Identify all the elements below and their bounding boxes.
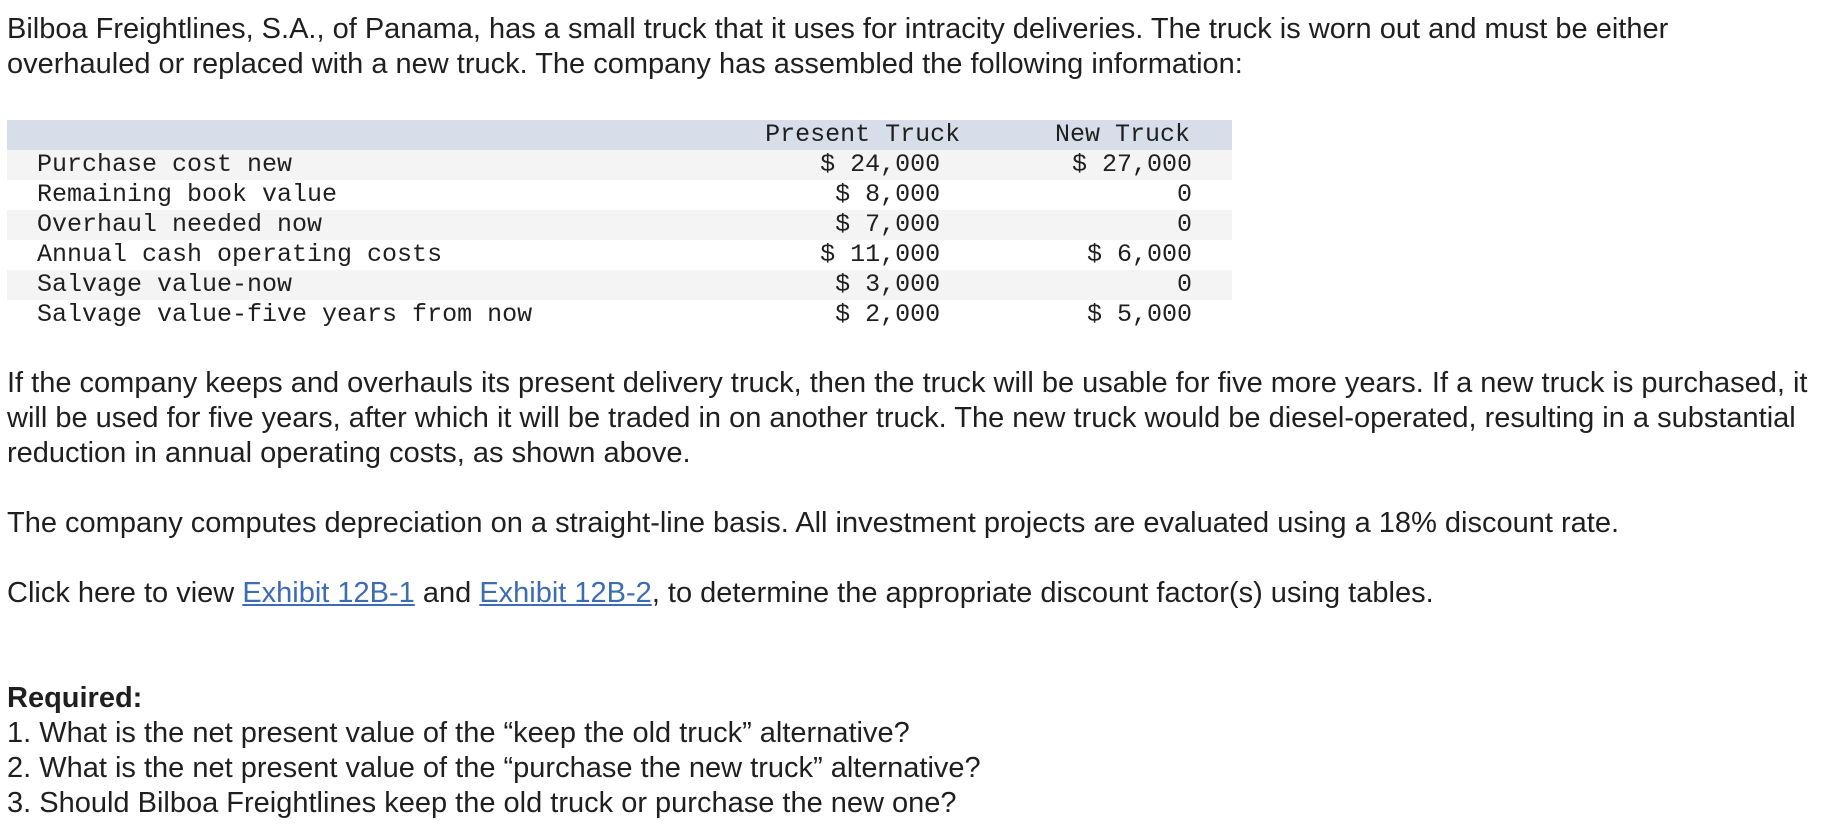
present-truck-value: $ 7,000 <box>733 210 974 240</box>
new-truck-value: $ 27,000 <box>974 150 1232 180</box>
new-truck-value: $ 5,000 <box>974 300 1232 330</box>
usage-paragraph: If the company keeps and overhauls its present delivery truck, then the truck will be usable for five more years. If a new truck is purchased, it will be used for five years, after which it will be traded in on another truck. The new truck would be diesel-operated, resulting in a substantial reduction in annual operating costs, as shown above. <box>7 367 1808 469</box>
question-item: 3. Should Bilboa Freightlines keep the old truck or purchase the new one? <box>7 787 957 819</box>
header-present-truck: Present Truck <box>733 120 974 150</box>
present-truck-value: $ 24,000 <box>733 150 974 180</box>
table-row <box>7 150 1232 180</box>
exhibit-paragraph <box>7 576 1815 611</box>
table-header-row <box>7 120 1232 150</box>
required-heading: Required: <box>7 682 143 714</box>
row-label: Purchase cost new <box>7 150 733 180</box>
row-label: Salvage value-five years from now <box>7 300 733 330</box>
required-section <box>7 681 1815 821</box>
exhibit-12b-1-link[interactable]: Exhibit 12B-1 <box>242 577 415 609</box>
table-row <box>7 240 1232 270</box>
new-truck-value: 0 <box>974 180 1232 210</box>
new-truck-value: $ 6,000 <box>974 240 1232 270</box>
row-label: Overhaul needed now <box>7 210 733 240</box>
exhibit-12b-2-link[interactable]: Exhibit 12B-2 <box>479 577 652 609</box>
present-truck-value: $ 3,000 <box>733 270 974 300</box>
row-label: Remaining book value <box>7 180 733 210</box>
row-label: Annual cash operating costs <box>7 240 733 270</box>
truck-data-table <box>7 120 1232 330</box>
table-row <box>7 300 1232 330</box>
new-truck-value: 0 <box>974 270 1232 300</box>
table-row <box>7 270 1232 300</box>
table-row <box>7 180 1232 210</box>
question-item: 2. What is the net present value of the “purchase the new truck” alternative? <box>7 752 981 784</box>
exhibit-middle-text: and <box>414 577 480 609</box>
question-item: 1. What is the net present value of the “keep the old truck” alternative? <box>7 717 910 749</box>
intro-paragraph: Bilboa Freightlines, S.A., of Panama, has a small truck that it uses for intracity deliveries. The truck is worn out and must be either overhauled or replaced with a new truck. The company has assembled the following information: <box>7 13 1669 80</box>
exhibit-prefix-text: Click here to view <box>7 577 243 609</box>
exhibit-suffix-text: , to determine the appropriate discount factor(s) using tables. <box>651 577 1434 609</box>
present-truck-value: $ 2,000 <box>733 300 974 330</box>
row-label: Salvage value-now <box>7 270 733 300</box>
present-truck-value: $ 8,000 <box>733 180 974 210</box>
header-label <box>7 120 733 150</box>
present-truck-value: $ 11,000 <box>733 240 974 270</box>
depreciation-paragraph: The company computes depreciation on a straight-line basis. All investment projects are evaluated using a 18% discount rate. <box>7 507 1620 539</box>
new-truck-value: 0 <box>974 210 1232 240</box>
table-row <box>7 210 1232 240</box>
header-new-truck: New Truck <box>974 120 1232 150</box>
